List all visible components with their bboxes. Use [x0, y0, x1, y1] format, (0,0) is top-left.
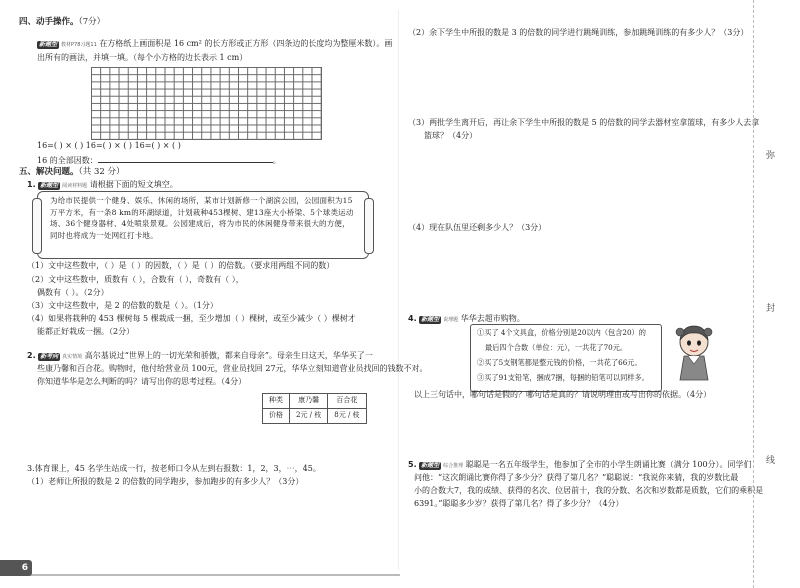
- section4-title: 四、动手操作。: [19, 17, 79, 27]
- q3-intro: 3.体育课上，45 名学生站成一行，按老师口令从左到右报数：1，2，3，⋯，45。: [27, 464, 321, 473]
- q2-text-line2: 些康乃馨和百合花。购物时，他付给营业员 100元，营业员找回 27元，华华立刻知道营业员找回的钱数不对。: [37, 364, 428, 373]
- all-factors-line[interactable]: [37, 154, 281, 167]
- section5-score: （共 32 分）: [78, 167, 125, 177]
- q4-number: 4.: [408, 314, 417, 323]
- textbook-source: 教材P78习题11: [61, 42, 97, 48]
- price-table-header: 种类: [263, 394, 290, 409]
- q2-text-line3: 你知道华华是怎么判断的吗？请写出你的思考过程。（4分）: [37, 377, 247, 386]
- q2-text-line1: 高尔基说过“世界上的一切光荣和骄傲，都来自母亲”。母亲生日这天，华华买了一: [84, 351, 373, 360]
- all-factors-end: 。: [272, 156, 281, 165]
- q5-number: 5.: [408, 460, 417, 469]
- grid-question: [37, 39, 392, 50]
- statement-item: ③买了91支铅笔，捆成7捆，每捆的铅笔可以同样多。: [477, 373, 649, 382]
- section4-score: （7分）: [78, 17, 106, 27]
- q3-sub2[interactable]: （2）余下学生中所报的数是 3 的倍数的同学进行跳绳训练，参加跳绳训练的有多少人？（3分）: [408, 28, 749, 37]
- q1-sub4-line2[interactable]: 能都正好栽成一捆。（2分）: [37, 327, 135, 336]
- price-table-row-label: 价格: [263, 409, 290, 424]
- price-table-cell: 2元 / 枝: [290, 409, 328, 424]
- all-factors-answer-line[interactable]: [98, 154, 273, 163]
- price-table-header-row: [263, 394, 367, 409]
- price-table-header: 康乃馨: [290, 394, 328, 409]
- q1-reading-badge: 阅读材料题: [62, 183, 88, 189]
- new-type-badge: 新题型: [39, 41, 58, 48]
- q1-sub4-line1[interactable]: （4）如果将栽种的 453 棵树每 5 棵栽成一捆，至少增加（ ）棵树，或至少减少（ ）棵树才: [27, 314, 356, 323]
- q3-sub4[interactable]: （4）现在队伍里还剩多少人？（3分）: [408, 223, 547, 232]
- q5-text-line1: 聪聪是一名五年级学生，他参加了全市的小学生朗诵比赛（满分 100分）。同学们: [465, 460, 752, 469]
- q1-number: 1.: [27, 180, 36, 189]
- grid-question-line2: 出所有的画法，并填一填。（每个小方格的边长表示 1 cm）: [37, 53, 248, 62]
- q5-text-line4[interactable]: 6391。”聪聪多少岁？获得了第几名？得了多少分？（4分）: [414, 499, 624, 508]
- q2-new-direction-badge: 新考向: [40, 353, 59, 360]
- q5-text-line2: 问他：“这次朗诵比赛你得了多少分？获得了第几名？”聪聪说：“我说你来猜，我的岁数比最: [414, 473, 739, 482]
- cartoon-girl-illustration: [672, 322, 716, 384]
- q4-question[interactable]: 以上三句话中，哪句话是假的？哪句话是真的？请说明理由或写出你的依据。（4分）: [414, 390, 712, 399]
- q5-text-line3: 小的合数大7，我的成绩、获得的名次、位居前十，我的分数、名次和岁数都是质数，它们的乘积是: [414, 486, 764, 495]
- q3-sub3-line2[interactable]: 篮球？（4分）: [424, 131, 478, 140]
- seal-line: [753, 0, 755, 588]
- flower-price-table: [262, 393, 367, 424]
- square-grid-paper[interactable]: [91, 67, 322, 140]
- reading-passage-scroll: [37, 191, 369, 259]
- q1-sub2-line1[interactable]: （2）文中这些数中，质数有（ ），合数有（ ），奇数有（ ），: [27, 275, 244, 284]
- q1-prompt: 请根据下面的短文填空。: [89, 180, 178, 189]
- q1-sub1[interactable]: （1）文中这些数中，（ ）是（ ）的因数，（ ）是（ ）的倍数。（要求用两组不同的数）: [27, 261, 335, 270]
- q1-heading: [27, 180, 178, 191]
- price-table-cell: 8元 / 枝: [328, 409, 366, 424]
- seal-char-xian: 线: [766, 456, 776, 466]
- q2-real-scene-badge: 真实情境: [62, 354, 83, 360]
- q4-new-type-badge: 新题型: [421, 316, 440, 323]
- q3-sub3-line1[interactable]: （3）两批学生离开后，再让余下学生中所报的数是 5 的倍数的同学去器材室拿篮球，有多少人去拿: [408, 118, 760, 127]
- page-divider: [398, 10, 399, 570]
- shopping-statements-box: [470, 324, 662, 392]
- section5-title: 五、解决问题。: [19, 167, 79, 177]
- q1-sub2-line2[interactable]: 偶数有（ ）。（2分）: [37, 288, 109, 297]
- q5-line1: [408, 460, 752, 471]
- grid-question-line1: 在方格纸上画面积是 16 cm² 的长方形或正方形（四条边的长度均为整厘米数）。画: [99, 39, 393, 48]
- q1-sub3[interactable]: （3）文中这些数中，是 2 的倍数的数是（ ）。（1分）: [27, 301, 218, 310]
- q5-new-type-badge: 新题型: [421, 462, 440, 469]
- statement-item: 最后四个合数（单位：元），一共花了70元。: [485, 343, 628, 352]
- grid-fill-equations[interactable]: 16=( ) × ( ) 16=( ) × ( ) 16=( ) × ( ): [37, 141, 181, 150]
- all-factors-label: 16 的全部因数：: [37, 156, 98, 165]
- q2-number: 2.: [27, 351, 36, 360]
- price-table-row: [263, 409, 367, 424]
- page-number: 6: [0, 560, 32, 576]
- page-footer-bar: [0, 574, 400, 576]
- statement-item: ②买了5支钢笔都是整元钱的价格，一共花了66元。: [477, 358, 642, 367]
- q4-reasoning-badge: 说理题: [443, 317, 459, 323]
- q4-prompt: 华华去超市购物。: [460, 314, 525, 323]
- section4-heading: [19, 17, 105, 28]
- q2-line1: [27, 351, 373, 362]
- q1-new-type-badge: 新题型: [40, 182, 59, 189]
- q5-reasoning-badge: 综合推理: [443, 463, 464, 469]
- reading-passage: 为给市民提供一个健身、娱乐、休闲的场所，某市计划新修一个湖滨公园，公园面积为15万平方米，有一条8 km的环湖绿道，计划栽种453棵树、建13座大小桥梁、5个球类运动场、36个健身器材、4处喷泉景观。公园建成后，将为市民的休闲健身带来很大的方便，同时也将成为一处网红打卡地。: [50, 196, 354, 240]
- seal-char-mi: 弥: [766, 151, 776, 161]
- statement-item: ①买了 4个文具盒，价格分别是20以内（包含20）的: [477, 328, 646, 337]
- section5-heading: [19, 167, 125, 178]
- price-table-header: 百合花: [328, 394, 366, 409]
- seal-char-feng: 封: [766, 304, 776, 314]
- q3-sub1[interactable]: （1）老师让所报的数是 2 的倍数的同学跑步，参加跑步的有多少人？（3分）: [27, 477, 304, 486]
